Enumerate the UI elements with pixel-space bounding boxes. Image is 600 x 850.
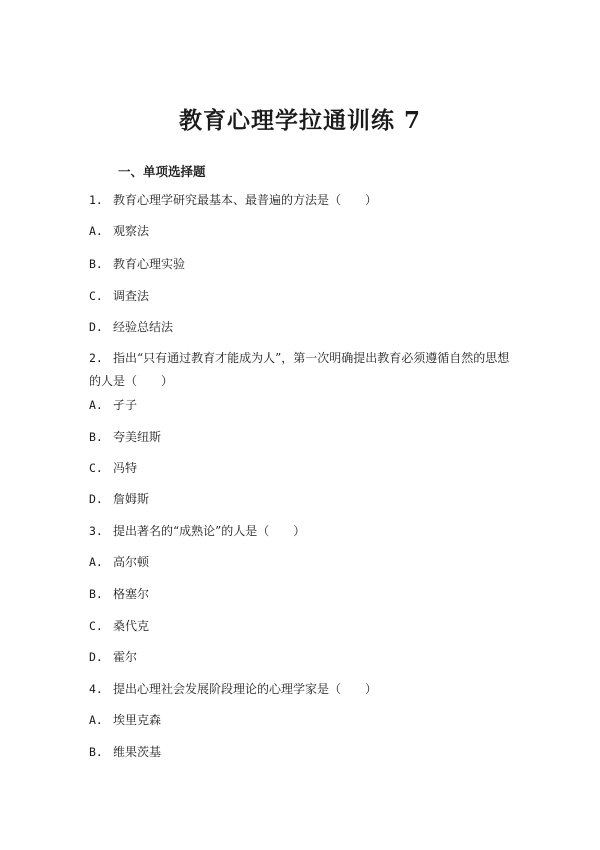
option-2c xyxy=(89,459,137,477)
option-text: 埃里克森 xyxy=(113,713,162,727)
option-letter: A. xyxy=(89,224,103,238)
option-letter: A. xyxy=(89,713,103,727)
option-text: 维果茨基 xyxy=(113,745,162,759)
option-letter: C. xyxy=(89,619,103,633)
option-letter: B. xyxy=(89,430,103,444)
option-text: 格塞尔 xyxy=(113,587,150,601)
option-letter: B. xyxy=(89,257,103,271)
question-text: 教育心理学研究最基本、最普遍的方法是（ ） xyxy=(113,193,378,207)
option-text: 冯特 xyxy=(113,461,138,475)
question-3 xyxy=(89,522,305,540)
option-letter: A. xyxy=(89,398,103,412)
option-1a xyxy=(89,222,149,240)
question-text: 指出“只有通过教育才能成为人”，第一次明确提出教育必须遵循自然的思想 xyxy=(113,351,510,365)
question-2 xyxy=(89,349,509,367)
question-text: 提出著名的“成熟论”的人是（ ） xyxy=(113,524,306,538)
option-text: 教育心理实验 xyxy=(113,257,186,271)
question-text: 提出心理社会发展阶段理论的心理学家是（ ） xyxy=(113,682,378,696)
option-letter: C. xyxy=(89,289,103,303)
option-letter: D. xyxy=(89,320,103,334)
question-number: 4. xyxy=(89,682,103,696)
option-3a xyxy=(89,553,149,571)
option-3d xyxy=(89,648,137,666)
option-2a xyxy=(89,396,137,414)
option-text: 桑代克 xyxy=(113,619,150,633)
question-number: 2. xyxy=(89,351,103,365)
page-title: 教育心理学拉通训练 7 xyxy=(178,107,421,134)
option-2b xyxy=(89,428,161,446)
question-4 xyxy=(89,680,377,698)
option-text: 霍尔 xyxy=(113,650,138,664)
option-1c xyxy=(89,287,149,305)
option-2d xyxy=(89,490,149,508)
option-4a xyxy=(89,711,161,729)
option-1d xyxy=(89,318,173,336)
option-text: 孑子 xyxy=(113,398,138,412)
option-letter: D. xyxy=(89,492,103,506)
option-letter: C. xyxy=(89,461,103,475)
option-text: 詹姆斯 xyxy=(113,492,150,506)
option-letter: D. xyxy=(89,650,103,664)
option-text: 观察法 xyxy=(113,224,150,238)
option-letter: B. xyxy=(89,587,103,601)
option-3c xyxy=(89,617,149,635)
option-text: 调查法 xyxy=(113,289,150,303)
question-number: 3. xyxy=(89,524,103,538)
option-letter: B. xyxy=(89,745,103,759)
question-1 xyxy=(89,191,377,209)
question-2-continuation: 的人是（ ） xyxy=(89,374,174,388)
question-number: 1. xyxy=(89,193,103,207)
option-text: 高尔顿 xyxy=(113,555,150,569)
option-4b xyxy=(89,743,161,761)
option-3b xyxy=(89,585,149,603)
section-heading: 一、单项选择题 xyxy=(118,164,206,179)
option-1b xyxy=(89,255,185,273)
option-text: 夸美纽斯 xyxy=(113,430,162,444)
option-letter: A. xyxy=(89,555,103,569)
option-text: 经验总结法 xyxy=(113,320,174,334)
